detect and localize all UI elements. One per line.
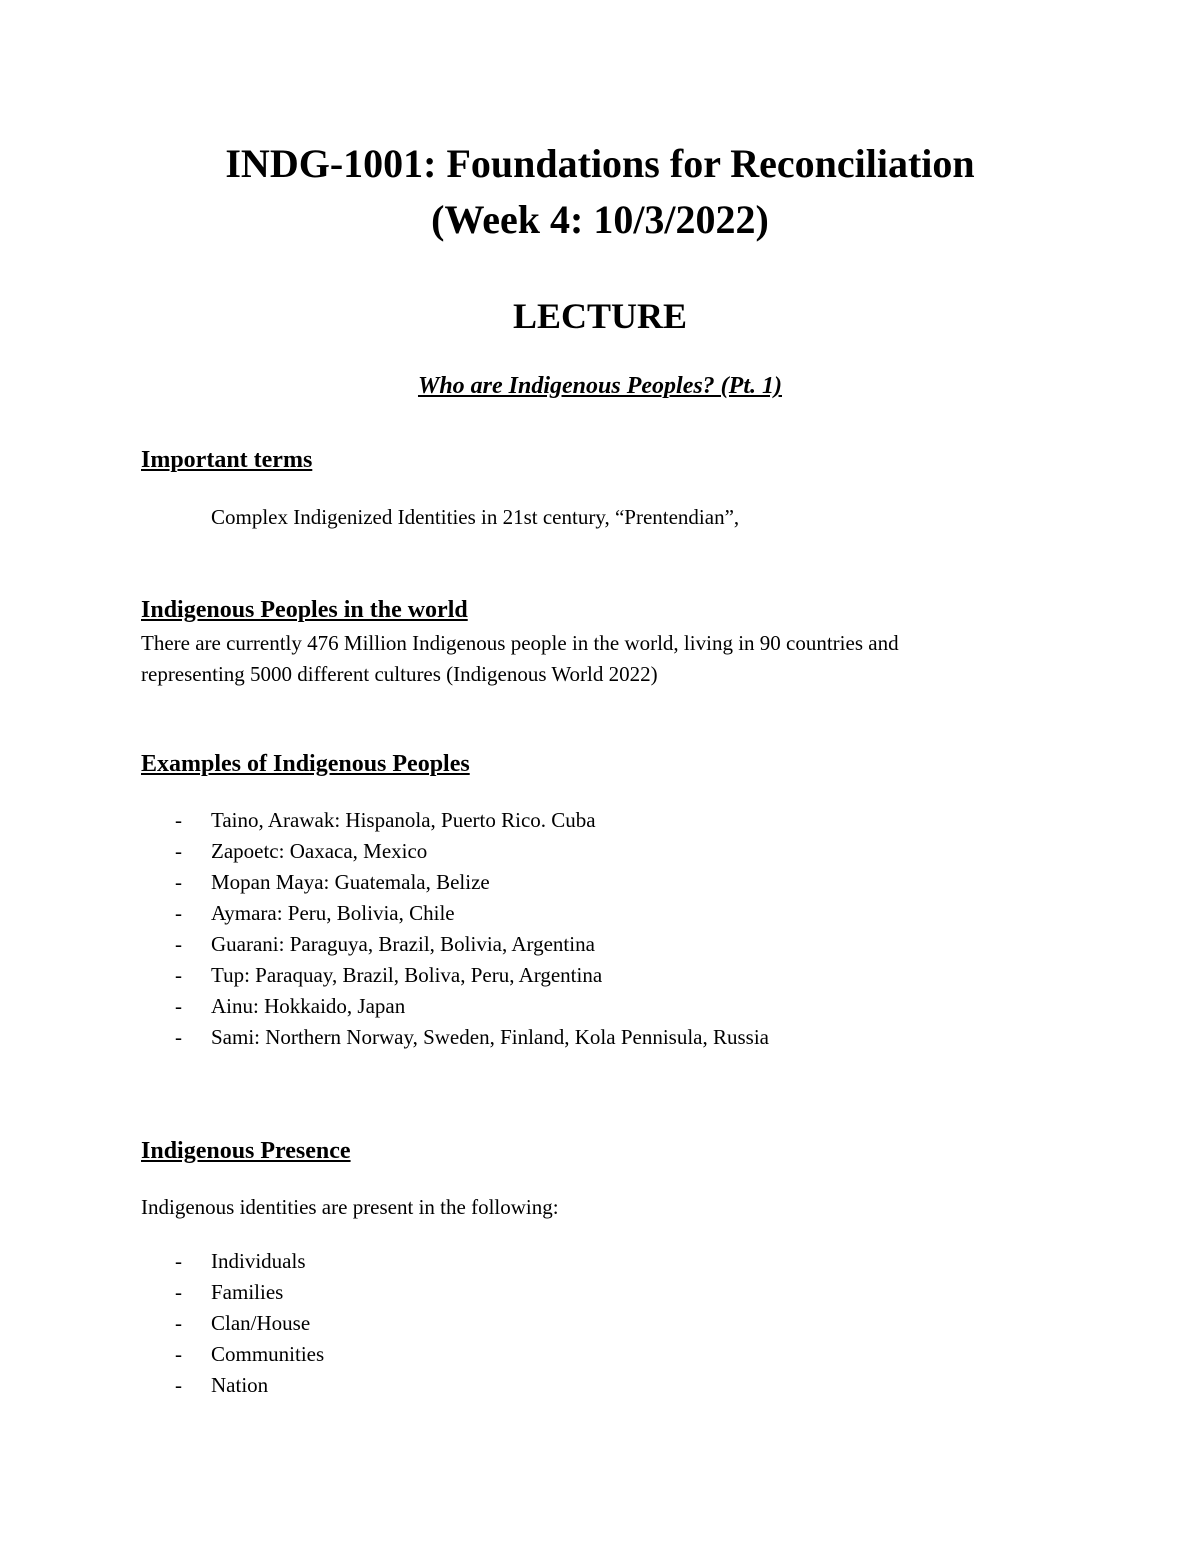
list-item-text: Mopan Maya: Guatemala, Belize <box>211 870 490 894</box>
bullet-dash: - <box>175 932 182 956</box>
list-item <box>141 1022 769 1053</box>
list-item <box>141 1246 324 1277</box>
bullet-dash: - <box>175 808 182 832</box>
examples-list <box>141 805 769 1053</box>
presence-list <box>141 1246 324 1401</box>
list-item <box>141 805 769 836</box>
examples-heading: Examples of Indigenous Peoples <box>141 751 470 777</box>
world-text-line-2: representing 5000 different cultures (Indigenous World 2022) <box>141 662 658 686</box>
list-item <box>141 960 769 991</box>
bullet-dash: - <box>175 1249 182 1273</box>
bullet-dash: - <box>175 1342 182 1366</box>
important-terms-heading: Important terms <box>141 447 313 473</box>
bullet-dash: - <box>175 1025 182 1049</box>
list-item-text: Aymara: Peru, Bolivia, Chile <box>211 901 455 925</box>
world-heading: Indigenous Peoples in the world <box>141 597 468 623</box>
list-item <box>141 1277 324 1308</box>
list-item <box>141 836 769 867</box>
bullet-dash: - <box>175 839 182 863</box>
list-item-text: Nation <box>211 1373 269 1397</box>
list-item-text: Zapoetc: Oaxaca, Mexico <box>211 839 428 863</box>
list-item-text: Clan/House <box>211 1311 311 1335</box>
list-item <box>141 1370 324 1401</box>
list-item <box>141 991 769 1022</box>
world-text-line-1: There are currently 476 Million Indigenous people in the world, living in 90 countries and <box>141 631 899 655</box>
presence-heading: Indigenous Presence <box>141 1138 351 1164</box>
list-item-text: Sami: Northern Norway, Sweden, Finland, Kola Pennisula, Russia <box>211 1025 769 1049</box>
list-item-text: Tup: Paraquay, Brazil, Boliva, Peru, Argentina <box>211 963 603 987</box>
list-item <box>141 929 769 960</box>
list-item-text: Communities <box>211 1342 325 1366</box>
bullet-dash: - <box>175 963 182 987</box>
list-item-text: Ainu: Hokkaido, Japan <box>211 994 406 1018</box>
bullet-dash: - <box>175 1373 182 1397</box>
week-date: (Week 4: 10/3/2022) <box>431 197 769 242</box>
bullet-dash: - <box>175 1280 182 1304</box>
bullet-dash: - <box>175 1311 182 1335</box>
list-item-text: Families <box>211 1280 284 1304</box>
list-item-text: Taino, Arawak: Hispanola, Puerto Rico. Cuba <box>211 808 596 832</box>
list-item <box>141 1339 324 1370</box>
list-item <box>141 1308 324 1339</box>
section-type: LECTURE <box>512 296 688 336</box>
list-item <box>141 898 769 929</box>
list-item <box>141 867 769 898</box>
course-title: INDG-1001: Foundations for Reconciliation <box>225 141 975 186</box>
lecture-title: Who are Indigenous Peoples? (Pt. 1) <box>417 373 782 399</box>
bullet-dash: - <box>175 994 182 1018</box>
bullet-dash: - <box>175 870 182 894</box>
bullet-dash: - <box>175 901 182 925</box>
important-terms-text: Complex Indigenized Identities in 21st century, “Prentendian”, <box>211 505 740 529</box>
list-item-text: Guarani: Paraguya, Brazil, Bolivia, Argentina <box>211 932 595 956</box>
presence-intro: Indigenous identities are present in the following: <box>141 1195 559 1219</box>
list-item-text: Individuals <box>211 1249 306 1273</box>
